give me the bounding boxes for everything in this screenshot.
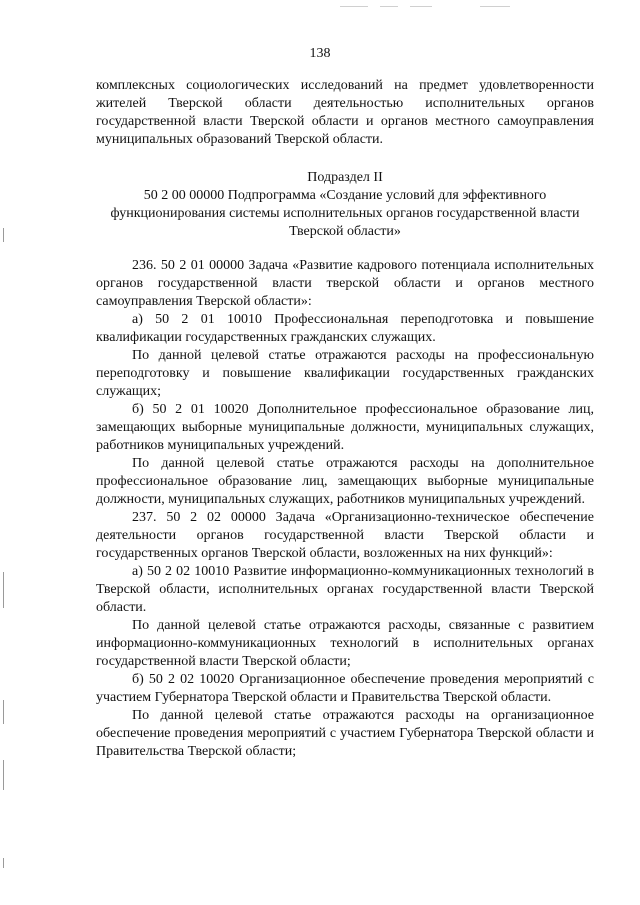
paragraph-task-236: 236. 50 2 01 00000 Задача «Развитие кадрового потенциала исполнительных органов государственной власти тверской области и органов местного самоуправления Тверской области»:: [96, 258, 594, 309]
paragraph-item-b: б) 50 2 01 10020 Дополнительное профессиональное образование лиц, замещающих выборные муниципальные должности, муниципальных служащих, работников муниципальных учреждений.: [96, 402, 594, 453]
subsection-label: Подраздел II: [307, 170, 383, 185]
paragraph-description: По данной целевой статье отражаются расходы, связанные с развитием информационно-коммуникационных технологий в исполнительных органах государственной власти Тверской области;: [96, 618, 594, 669]
paragraph-item-a: а) 50 2 01 10010 Профессиональная переподготовка и повышение квалификации государственных гражданских служащих.: [96, 312, 594, 345]
paragraph-description: По данной целевой статье отражаются расходы на дополнительное профессиональное образование лиц, замещающих выборные муниципальные должности, муниципальных служащих, работников муниципальных учреждений.: [96, 456, 594, 507]
intro-paragraph: комплексных социологических исследований на предмет удовлетворенности жителей Тверской области деятельностью исполнительных органов государственной власти Тверской области и органов местного самоуправления муниципальных образований Тверской области.: [96, 78, 594, 147]
subsection-heading: [96, 169, 594, 241]
paragraph-task-237: 237. 50 2 02 00000 Задача «Организационно-техническое обеспечение деятельности органов государственной власти Тверской области и государственных органов Тверской области, возложенных на них функций»:: [96, 510, 594, 561]
subprogram-title: 50 2 00 00000 Подпрограмма «Создание условий для эффективного функционирования системы исполнительных органов государственной власти Тверской области»: [110, 188, 580, 239]
paragraph-description: По данной целевой статье отражаются расходы на организационное обеспечение проведения мероприятий с участием Губернатора Тверской области и Правительства Тверской области;: [96, 708, 594, 759]
scan-artifact-left-edge: [0, 0, 8, 905]
paragraph-description: По данной целевой статье отражаются расходы на профессиональную переподготовку и повышение квалификации государственных гражданских служащих;: [96, 348, 594, 399]
page-number: 138: [309, 46, 331, 61]
paragraph-item-b: б) 50 2 02 10020 Организационное обеспечение проведения мероприятий с участием Губернатора Тверской области и Правительства Тверской области.: [96, 672, 594, 705]
document-body: [96, 77, 594, 761]
paragraph-item-a: а) 50 2 02 10010 Развитие информационно-коммуникационных технологий в Тверской области, исполнительных органах государственной власти Тверской области.: [96, 564, 594, 615]
scan-artifact-top: [340, 6, 540, 8]
